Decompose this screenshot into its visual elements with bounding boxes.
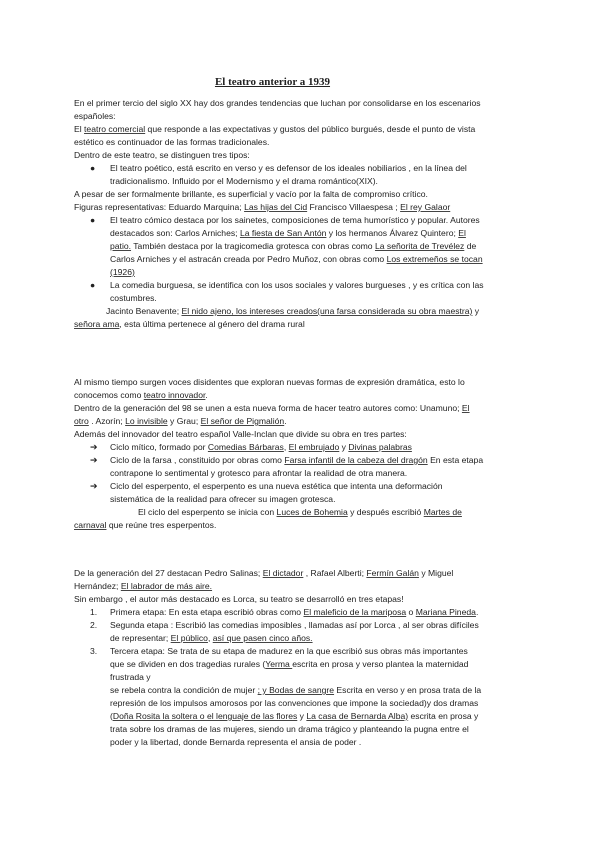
work-title: El: [458, 228, 466, 238]
s1-bullet-2-line-3: [110, 240, 476, 253]
s1-paragraph-5: [74, 201, 450, 214]
s1-bullet-1-line-2: tradicionalismo. Influido por el Modernismo y el drama romántico(XIX).: [110, 176, 378, 186]
work-title: El labrador de más aire.: [120, 581, 213, 591]
arrow-right-icon: ➔: [90, 481, 98, 491]
text: .: [475, 607, 479, 617]
text: Dentro de la generación del 98 se unen a esta nueva forma de hacer teatro autores como: Unamuno;: [74, 403, 462, 413]
text: y después escribió: [347, 507, 424, 517]
text: También destaca por la tragicomedia grotesca con obras como: [131, 241, 375, 251]
s1-bullet-3-line-2: costumbres.: [110, 293, 157, 303]
list-number: 1.: [90, 607, 98, 617]
s3-item-2-line-2: [110, 632, 313, 645]
text: .: [205, 390, 208, 400]
s2-paragraph-2-line-2: [74, 415, 287, 428]
text: Carlos Arniches y el astracán creada por Pedro Muñoz, con obras como: [110, 254, 387, 264]
s1-bullet-2-line-5: [110, 266, 135, 279]
text: (: [110, 711, 113, 721]
s1-paragraph-3: Dentro de este teatro, se distinguen tres tipos:: [74, 150, 250, 160]
text: destacados son: Carlos Arniches;: [110, 228, 240, 238]
work-title: El dictador: [262, 568, 304, 578]
bullet-icon: ●: [90, 163, 96, 173]
underlined-term: teatro innovador: [143, 390, 206, 400]
s2-arrow-1: [110, 441, 412, 454]
s3-item-1: [110, 606, 478, 619]
list-number: 3.: [90, 646, 98, 656]
s1-bullet-2-line-2: [110, 227, 466, 240]
work-title: Farsa infantil de la cabeza del dragón: [284, 455, 428, 465]
s2-arrow-3-line-2: sistemática de la realidad para ofrecer su imagen grotesca.: [110, 494, 336, 504]
work-title: así que pasen cinco años.: [212, 633, 313, 643]
text: Ciclo del esperpento, el esperpento es una nueva estética que intenta una deformación: [110, 481, 443, 491]
s3-item-3-line-5: represión de los impulsos amorosos por las convenciones que impone la sociedad)y dos dramas: [110, 698, 479, 708]
text: escrita en prosa y: [408, 711, 479, 721]
work-title: El embrujado: [288, 442, 340, 452]
text: Ciclo mítico, formado por: [110, 442, 208, 452]
work-title: Comedias Bárbaras: [207, 442, 284, 452]
text: .: [284, 416, 287, 426]
work-title: Fermín Galán: [366, 568, 419, 578]
text: conocemos como: [74, 390, 144, 400]
text: y: [297, 711, 307, 721]
page-title: El teatro anterior a 1939: [214, 76, 331, 88]
work-title: otro: [74, 416, 89, 426]
s1-bullet-2-line-1: El teatro cómico destaca por los sainetes, composiciones de tema humorístico y popular. Autores: [110, 215, 480, 225]
s2-paragraph-4-line-2: [74, 519, 216, 532]
work-title: carnaval: [74, 520, 107, 530]
text: ,: [207, 633, 213, 643]
text: El ciclo del esperpento se inicia con: [138, 507, 277, 517]
s1-bullet-3-line-1: La comedia burguesa, se identifica con los usos sociales y valores burgueses , y es crítica con las: [110, 280, 484, 290]
work-title: Lo invisible: [125, 416, 168, 426]
work-title: ; y Bodas de sangre: [257, 685, 335, 695]
text: se rebela contra la condición de mujer: [110, 685, 258, 695]
underlined-term: teatro comercial: [84, 124, 146, 134]
list-number: 2.: [90, 620, 98, 630]
s3-paragraph-1-line-1: [74, 567, 453, 580]
arrow-right-icon: ➔: [90, 455, 98, 465]
work-title: Las hijas del Cid: [244, 202, 308, 212]
text: Ciclo de la farsa , constituido por obras como: [110, 455, 285, 465]
bullet-icon: ●: [90, 215, 96, 225]
s2-paragraph-1-line-1: Al mismo tiempo surgen voces disidentes que exploran nuevas formas de expresión dramática, esto lo: [74, 377, 465, 387]
s3-paragraph-1-line-2: [74, 580, 212, 593]
work-title: El maleficio de la mariposa: [303, 607, 407, 617]
text: que se dividen en dos tragedias rurales (: [110, 659, 266, 669]
bullet-icon: ●: [90, 280, 96, 290]
work-title: El nido ajeno, los intereses creados(una farsa considerada su obra maestra): [181, 306, 473, 316]
s3-item-3-line-6: [110, 710, 478, 723]
work-title: Luces de Bohemia: [276, 507, 348, 517]
work-title: Martes de: [423, 507, 462, 517]
text: Primera etapa: En esta etapa escribió obras como: [110, 607, 304, 617]
text: , esta última pertenece al género del drama rural: [119, 319, 305, 329]
s1-paragraph-1-line-2: españoles:: [74, 111, 116, 121]
s1-paragraph-2-line-2: estético es continuador de las formas tradicionales.: [74, 137, 270, 147]
text: y: [472, 306, 480, 316]
text: De la generación del 27 destacan Pedro Salinas;: [74, 568, 263, 578]
work-title: El rey Galaor: [400, 202, 451, 212]
text: que responde a las expectativas y gustos del público burgués, desde el punto de vista: [145, 124, 476, 134]
work-title: La señorita de Trevélez: [374, 241, 465, 251]
work-title: El: [461, 403, 470, 413]
text: o: [406, 607, 416, 617]
text: y los hermanos Álvarez Quintero;: [326, 228, 459, 238]
text: y Miguel: [418, 568, 454, 578]
s1-paragraph-7: [74, 318, 305, 331]
text: Francisco Villaespesa ;: [307, 202, 401, 212]
s1-paragraph-6: [106, 305, 479, 318]
work-title: (1926): [110, 267, 135, 277]
work-title: La fiesta de San Antón: [239, 228, 327, 238]
text: Figuras representativas: Eduardo Marquina;: [74, 202, 245, 212]
work-title: El público: [170, 633, 208, 643]
text: de representar;: [110, 633, 171, 643]
arrow-right-icon: ➔: [90, 442, 98, 452]
text: ,: [283, 442, 289, 452]
text: y: [339, 442, 349, 452]
s1-bullet-1-line-1: El teatro poético, está escrito en verso y es defensor de los ideales nobiliarios , en la línea del: [110, 163, 467, 173]
s3-item-3-line-3: frustrada y: [110, 672, 151, 682]
s3-item-3-line-8: poder y la libertad, donde Bernarda representa el ansia de poder .: [110, 737, 362, 747]
work-title: Doña Rosita la soltera o el lenguaje de las flores: [112, 711, 298, 721]
text: y Grau;: [167, 416, 201, 426]
text: de: [464, 241, 477, 251]
text: . Azorín;: [88, 416, 126, 426]
s3-item-3-line-2: [110, 658, 468, 671]
text: En esta etapa: [427, 455, 484, 465]
work-title: Los extremeños se tocan: [386, 254, 483, 264]
s1-bullet-2-line-4: [110, 253, 483, 266]
s1-paragraph-4: A pesar de ser formalmente brillante, es superficial y vacío por la falta de compromiso crítico.: [74, 189, 428, 199]
text: Escrita en verso y en prosa trata de la: [334, 685, 482, 695]
work-title: El señor de Pigmalión: [200, 416, 285, 426]
s3-paragraph-2: Sin embargo , el autor más destacado es Lorca, su teatro se desarrolló en tres etapas!: [74, 594, 404, 604]
s3-item-2-line-1: Segunda etapa : Escribió las comedias imposibles , llamadas así por Lorca , al ser obras difíciles: [110, 620, 479, 630]
s2-paragraph-2-line-1: [74, 402, 470, 415]
s2-arrow-3-line-1: [110, 480, 526, 493]
work-title: Divinas palabras: [348, 442, 412, 452]
s3-item-3-line-1: Tercera etapa: Se trata de su etapa de madurez en la que escribió sus obras más importantes: [110, 646, 468, 656]
work-title: patio.: [110, 241, 132, 251]
work-title: señora ama: [74, 319, 120, 329]
text: , Rafael Alberti;: [303, 568, 367, 578]
text: Hernández;: [74, 581, 121, 591]
work-title: La casa de Bernarda Alba): [306, 711, 409, 721]
work-title: Yerma: [265, 659, 293, 669]
s3-item-3-line-7: trata sobre los dramas de las mujeres, siendo un drama trágico y planteando la pugna entre el: [110, 724, 469, 734]
text: que reúne tres esperpentos.: [106, 520, 217, 530]
s2-paragraph-4-line-1: [138, 506, 462, 519]
s2-arrow-2-line-1: [110, 454, 483, 467]
s1-paragraph-1-line-1: En el primer tercio del siglo XX hay dos grandes tendencias que luchan por consolidarse en los escenarios: [74, 98, 481, 108]
s2-paragraph-1-line-2: [74, 389, 208, 402]
work-title: Mariana Pineda: [415, 607, 476, 617]
text: escrita en prosa y verso plantea la maternidad: [292, 659, 469, 669]
s3-item-3-line-4: [110, 684, 481, 697]
s2-paragraph-3: Además del innovador del teatro español Valle-Inclan que divide su obra en tres partes:: [74, 429, 407, 439]
text: El: [74, 124, 85, 134]
s2-arrow-2-line-2: contrapone lo sentimental y grotesco para afrontar la realidad de otra manera.: [110, 468, 408, 478]
text: Jacinto Benavente;: [106, 306, 182, 316]
s1-paragraph-2-line-1: [74, 123, 475, 136]
